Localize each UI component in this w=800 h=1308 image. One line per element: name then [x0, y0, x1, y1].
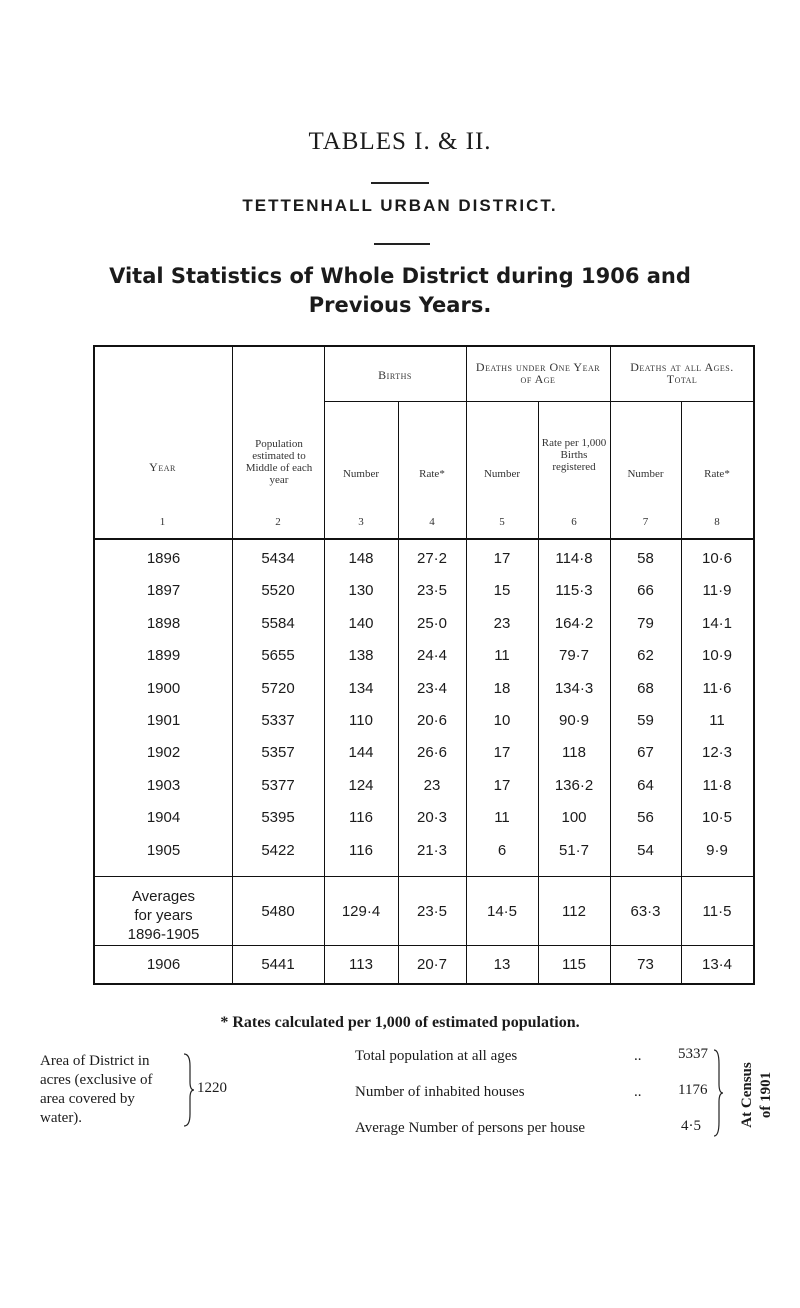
area-label-line: Area of District in [40, 1053, 150, 1069]
current-infant-number: 13 [493, 956, 511, 973]
header-year: Year [149, 460, 176, 474]
cell-deaths-number: 62 [637, 647, 654, 665]
current-year: 1906 [146, 956, 181, 973]
cell-deaths-number: 54 [637, 841, 654, 859]
cell-population: 5377 [261, 776, 295, 794]
cell-births-number: 124 [348, 776, 374, 794]
cell-births-rate: 20·6 [416, 712, 448, 729]
averages-label [95, 887, 232, 944]
cell-infant-number: 6 [497, 841, 507, 859]
persons-per-house-value: 4·5 [681, 1118, 701, 1134]
column-number: 1 [159, 516, 166, 528]
cell-deaths-number: 56 [637, 809, 654, 827]
averages-infant-rate: 112 [562, 903, 586, 920]
area-label-line: acres (exclusive of [40, 1072, 153, 1088]
cell-deaths-rate: 10·9 [701, 647, 733, 665]
current-population: 5441 [261, 956, 295, 973]
subtitle-line: Vital Statistics of Whole District during 1906 and [109, 264, 691, 288]
averages-infant-number: 14·5 [486, 903, 518, 920]
cell-deaths-number: 79 [637, 614, 654, 632]
cell-year: 1898 [146, 614, 181, 632]
cell-population: 5434 [261, 550, 295, 567]
column-number: 6 [571, 516, 577, 528]
total-population-label: Total population at all ages [355, 1048, 518, 1064]
cell-deaths-rate: 10·5 [701, 809, 733, 827]
header-infant-rate: Rate per 1,000 Births registered [541, 437, 607, 473]
column-number: 3 [358, 516, 364, 528]
cell-deaths-rate: 10·6 [701, 550, 733, 567]
cell-births-number: 138 [348, 647, 374, 665]
cell-population: 5337 [261, 712, 295, 729]
cell-year: 1896 [146, 550, 181, 567]
cell-year: 1904 [146, 809, 181, 827]
footnote: * Rates calculated per 1,000 of estimated population. [220, 1014, 580, 1031]
cell-births-rate: 23·5 [416, 582, 448, 600]
census-side-label-line: of 1901 [758, 1071, 774, 1119]
cell-births-rate: 24·4 [416, 647, 448, 665]
table-border [93, 345, 755, 347]
column-line [232, 345, 233, 985]
area-label-line: area covered by [40, 1091, 135, 1107]
dots: .. [634, 1084, 642, 1100]
column-number: 5 [499, 516, 505, 528]
cell-deaths-number: 66 [637, 582, 654, 600]
averages-deaths-rate: 11·5 [702, 903, 732, 920]
cell-deaths-number: 64 [637, 776, 654, 794]
current-births-number: 113 [349, 956, 373, 973]
cell-births-rate: 23 [423, 776, 441, 794]
cell-infant-number: 17 [493, 744, 511, 762]
cell-infant-number: 17 [493, 776, 511, 794]
district-heading: TETTENHALL URBAN DISTRICT. [242, 196, 558, 215]
cell-infant-rate: 79·7 [558, 647, 590, 665]
cell-births-number: 144 [348, 744, 374, 762]
cell-infant-rate: 100 [561, 809, 587, 827]
column-number: 7 [642, 516, 649, 528]
header-deaths-rate: Rate* [704, 468, 730, 480]
cell-infant-number: 18 [493, 679, 511, 697]
header-rule [93, 538, 755, 540]
cell-infant-number: 15 [493, 582, 511, 600]
cell-year: 1903 [146, 776, 181, 794]
cell-year: 1899 [146, 647, 181, 665]
cell-population: 5655 [261, 647, 295, 665]
divider [374, 243, 430, 245]
cell-deaths-number: 59 [637, 712, 654, 729]
divider [371, 182, 429, 184]
cell-births-rate: 26·6 [416, 744, 448, 762]
cell-year: 1897 [146, 582, 181, 600]
column-number: 4 [429, 516, 435, 528]
cell-infant-rate: 51·7 [558, 841, 590, 859]
cell-population: 5720 [261, 679, 295, 697]
cell-year: 1900 [146, 679, 181, 697]
cell-infant-rate: 118 [562, 744, 586, 762]
cell-population: 5395 [261, 809, 295, 827]
cell-deaths-rate: 12·3 [701, 744, 733, 762]
cell-population: 5357 [261, 744, 295, 762]
averages-deaths-number: 63·3 [630, 903, 661, 920]
dots: .. [634, 1048, 642, 1064]
averages-label-line: for years [134, 907, 193, 924]
header-deaths-under-one: Deaths under One Year of Age [475, 360, 601, 386]
cell-deaths-rate: 11·8 [702, 776, 732, 794]
cell-deaths-number: 67 [637, 744, 654, 762]
area-label [40, 1052, 152, 1128]
averages-label-line: Averages [131, 888, 196, 905]
cell-deaths-rate: 11·6 [702, 679, 732, 697]
cell-deaths-number: 68 [637, 679, 654, 697]
vital-statistics-table [93, 345, 755, 985]
column-line [324, 345, 325, 985]
column-number: 8 [714, 516, 720, 528]
area-value: 1220 [197, 1080, 227, 1096]
cell-births-number: 116 [349, 809, 373, 827]
averages-rule [93, 876, 755, 877]
cell-infant-rate: 114·8 [555, 550, 593, 567]
header-births-rate: Rate* [419, 468, 445, 480]
page-heading: TABLES I. & II. [308, 128, 492, 155]
column-number: 2 [275, 516, 281, 528]
cell-births-number: 116 [349, 841, 373, 859]
header-infant-number: Number [483, 468, 521, 480]
cell-infant-number: 11 [494, 647, 510, 665]
cell-population: 5584 [261, 614, 295, 632]
header-deaths-all-ages: Deaths at all Ages. Total [630, 360, 734, 386]
cell-deaths-rate: 11 [709, 712, 725, 729]
cell-infant-number: 10 [493, 712, 511, 729]
cell-population: 5422 [261, 841, 295, 859]
cell-births-number: 130 [348, 582, 374, 600]
cell-births-number: 148 [348, 550, 374, 567]
averages-births-number: 129·4 [341, 903, 381, 920]
table-border [753, 345, 755, 985]
cell-births-rate: 23·4 [416, 679, 448, 697]
cell-births-rate: 27·2 [416, 550, 448, 567]
cell-deaths-rate: 14·1 [701, 614, 733, 632]
inhabited-houses-value: 1176 [678, 1082, 708, 1098]
cell-year: 1902 [146, 744, 181, 762]
cell-population: 5520 [261, 582, 295, 600]
subtitle-line: Previous Years. [308, 293, 492, 317]
cell-year: 1905 [146, 841, 181, 859]
area-label-line: water). [40, 1110, 83, 1126]
averages-label-line: 1896-1905 [127, 926, 200, 943]
cell-births-number: 140 [348, 614, 374, 632]
header-births: Births [378, 368, 412, 382]
header-population: Population estimated to Middle of each year [245, 438, 313, 486]
current-infant-rate: 115 [562, 956, 586, 973]
cell-births-rate: 20·3 [416, 809, 448, 827]
current-deaths-rate: 13·4 [701, 956, 733, 973]
page-subtitle [0, 262, 800, 320]
header-births-number: Number [342, 468, 380, 480]
cell-births-number: 110 [349, 712, 373, 729]
averages-births-rate: 23·5 [416, 903, 448, 920]
brace-icon [182, 1052, 194, 1128]
current-births-rate: 20·7 [416, 956, 448, 973]
brace-icon [713, 1048, 725, 1138]
cell-infant-number: 23 [493, 614, 511, 632]
column-line [466, 345, 467, 985]
current-year-rule [93, 945, 755, 946]
cell-infant-number: 17 [493, 550, 511, 567]
cell-births-rate: 25·0 [416, 614, 448, 632]
cell-infant-rate: 164·2 [554, 614, 594, 632]
cell-deaths-number: 58 [637, 550, 654, 567]
census-side-label-line: At Census [739, 1062, 755, 1128]
cell-infant-rate: 134·3 [554, 679, 594, 697]
inhabited-houses-label: Number of inhabited houses [355, 1084, 525, 1100]
cell-infant-rate: 90·9 [558, 712, 590, 729]
persons-per-house-label: Average Number of persons per house [355, 1120, 586, 1136]
cell-infant-number: 11 [494, 809, 510, 827]
header-deaths-number: Number [627, 468, 664, 480]
census-side-label [738, 1050, 778, 1140]
cell-infant-rate: 115·3 [555, 582, 593, 600]
cell-births-rate: 21·3 [416, 841, 448, 859]
current-deaths-number: 73 [637, 956, 654, 973]
cell-year: 1901 [146, 712, 181, 729]
cell-deaths-rate: 11·9 [702, 582, 732, 600]
cell-deaths-rate: 9·9 [706, 841, 728, 859]
column-line [610, 345, 611, 985]
cell-infant-rate: 136·2 [554, 776, 594, 794]
averages-population: 5480 [261, 903, 295, 920]
total-population-value: 5337 [678, 1046, 708, 1062]
cell-births-number: 134 [348, 679, 374, 697]
table-border [93, 983, 755, 985]
